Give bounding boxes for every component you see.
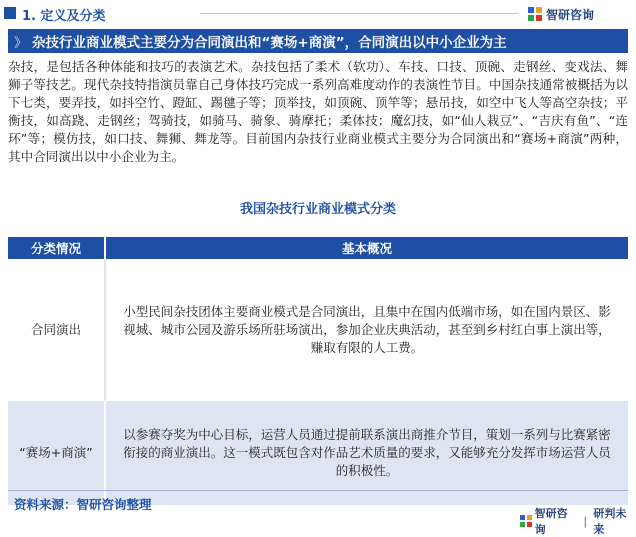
- table-row: [8, 259, 628, 401]
- footer-brand: [520, 505, 636, 537]
- chevron-right-icon: 》: [14, 35, 28, 51]
- footer-separator: |: [583, 514, 588, 528]
- section-marker-icon: [4, 7, 16, 19]
- intro-paragraph: 杂技，是包括各种体能和技巧的表演艺术。杂技包括了柔术（软功）、车技、口技、顶碗、走钢丝、变戏法、舞狮子等技艺。现代杂技特指演员靠自己身体技巧完成一系列高难度动作的表演性节目。中国杂技通常被概括为以下七类，要弄技，如抖空竹、蹬缸、踢毽子等；顶举技，如顶碗、顶竿等；悬吊技，如空中飞人等高空杂技；平衡技，如高跷、走钢丝；驾骑技，如骑马、骑象、骑摩托；柔体技；魔幻技，如“仙人栽豆”、“吉庆有鱼”、“连环”等；模仿技，如口技、舞狮、舞龙等。目前国内杂技行业商业模式主要分为合同演出和“赛场+商演”两种，其中合同演出以中小企业为主。: [8, 59, 628, 164]
- business-model-table: [8, 237, 628, 505]
- row-description: 小型民间杂技团体主要商业模式是合同演出，且集中在国内低端市场，如在国内景区、影视城、城市公园及游乐场所驻场演出，参加企业庆典活动，甚至到乡村红白事上演出等，赚取有限的人工费。: [105, 259, 628, 401]
- headline-banner: [8, 29, 628, 53]
- brand-logo: [528, 5, 594, 23]
- section-label: 1. 定义及分类: [22, 9, 106, 24]
- table-title: 我国杂技行业商业模式分类: [239, 202, 396, 217]
- footer-brand-mark-icon: [520, 515, 532, 527]
- headline-title: 杂技行业商业模式主要分为合同演出和“赛场+商演”，合同演出以中小企业为主: [32, 35, 507, 51]
- top-bar: [0, 0, 636, 28]
- header-divider: [200, 13, 518, 14]
- brand-mark-icon: [528, 7, 542, 21]
- footer-divider: [8, 490, 628, 491]
- row-category: “赛场+商演”: [8, 401, 105, 505]
- brand-name: 智研咨询: [546, 7, 595, 22]
- source-note: 资料来源：智研咨询整理: [14, 497, 152, 512]
- row-description: 以参赛夺奖为中心目标，运营人员通过提前联系演出商推介节目，策划一系列与比赛紧密衔接的商业演出。这一模式既包含对作品艺术质量的要求，又能够充分发挥市场运营人员的积极性。: [105, 401, 628, 505]
- column-header-overview: 基本概况: [105, 237, 628, 259]
- row-category: 合同演出: [8, 259, 105, 401]
- footer-slogan: 研判未来: [593, 507, 627, 536]
- footer-brand-name: 智研咨询: [534, 507, 568, 536]
- table-header-row: [8, 237, 628, 259]
- column-header-category: 分类情况: [8, 237, 105, 259]
